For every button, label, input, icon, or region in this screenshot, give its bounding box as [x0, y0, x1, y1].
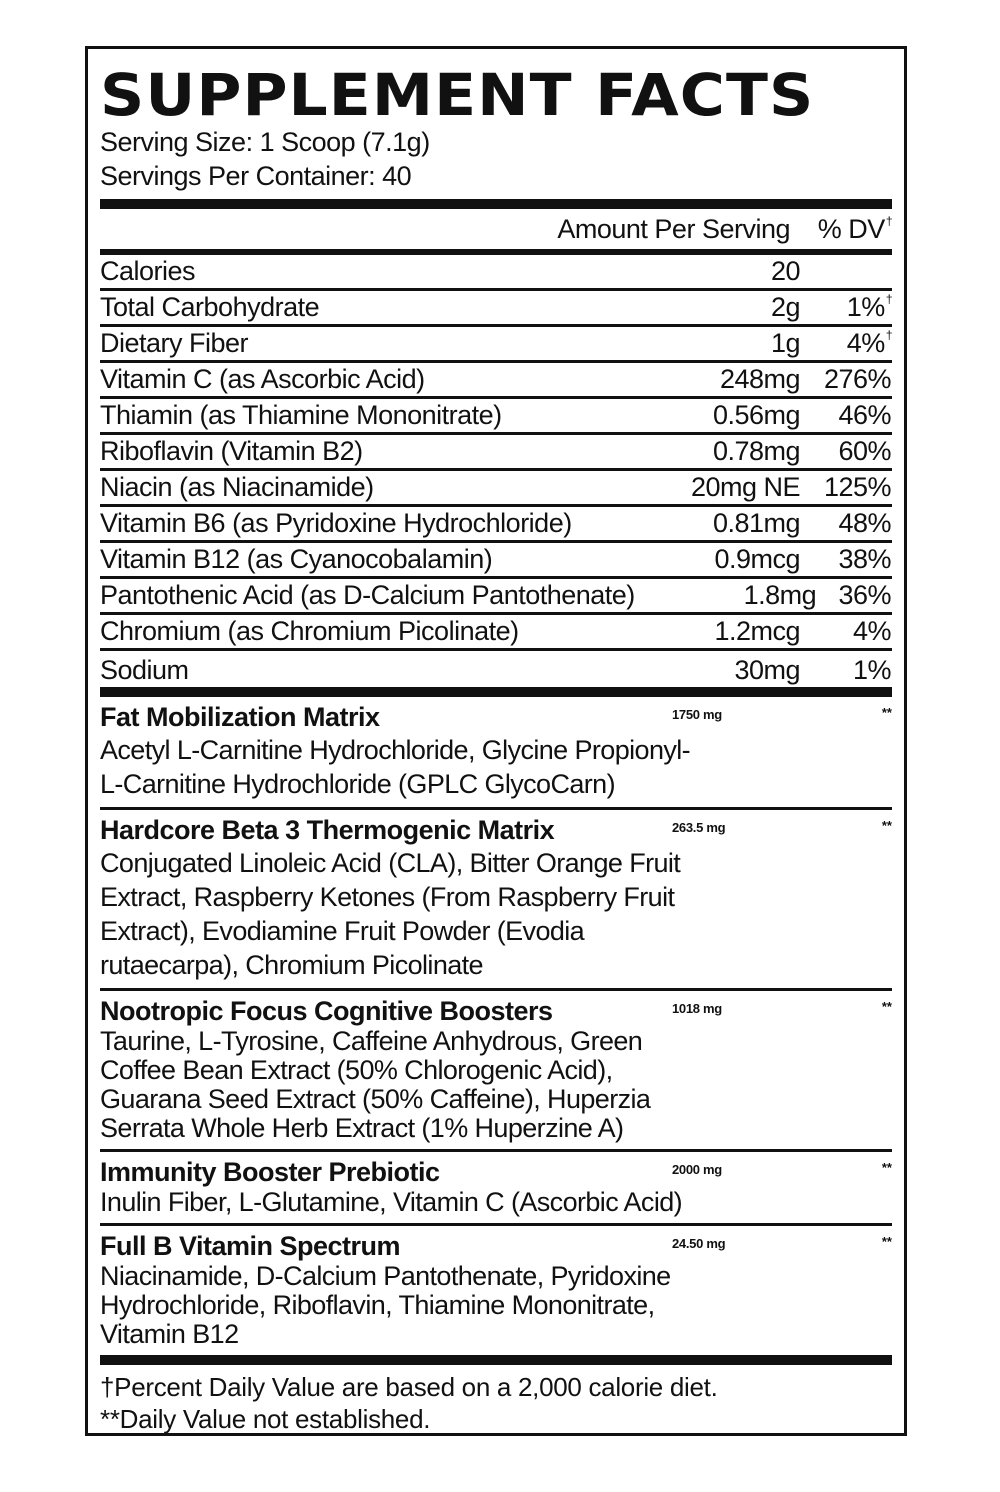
nutrient-row — [100, 255, 892, 291]
nutrient-dv-value: 38% — [838, 544, 891, 574]
blend-amount: 1750 mg — [672, 707, 722, 722]
blend-header — [100, 701, 892, 733]
nutrient-amount: 1.8mg — [743, 580, 817, 610]
nutrient-name: Riboflavin (Vitamin B2) — [100, 436, 363, 466]
nutrient-name: Thiamin (as Thiamine Mononitrate) — [100, 400, 502, 430]
nutrient-amount: 0.56mg — [712, 400, 800, 430]
thick-divider — [100, 687, 892, 697]
blend-dv: ** — [881, 818, 892, 833]
nutrient-name: Vitamin B12 (as Cyanocobalamin) — [100, 544, 493, 574]
nutrient-dv — [800, 436, 892, 467]
blend-dv: ** — [881, 999, 892, 1014]
nutrient-dv-value: 276% — [823, 364, 891, 394]
nutrient-dv-mark: † — [885, 328, 892, 342]
nutrient-dv — [800, 292, 892, 323]
nutrient-dv-value: 4% — [852, 616, 891, 646]
dv-footnote: †Percent Daily Value are based on a 2,000 calorie diet. — [100, 1372, 718, 1402]
blend-section — [100, 697, 892, 810]
blend-amount: 263.5 mg — [672, 820, 726, 835]
nutrient-row — [100, 327, 892, 363]
blend-name: Immunity Booster Prebiotic — [100, 1157, 440, 1187]
supplement-facts-panel — [85, 46, 907, 1436]
blend-name: Fat Mobilization Matrix — [100, 702, 380, 732]
thick-divider — [100, 199, 892, 209]
nutrient-amount: 20mg NE — [690, 472, 800, 502]
nutrient-dv-value: 125% — [823, 472, 891, 502]
dv-header — [804, 214, 892, 245]
blend-section — [100, 1226, 892, 1355]
nutrient-dv-value: 60% — [838, 436, 891, 466]
nutrient-amount: 1.2mcg — [714, 616, 800, 646]
dv-header-label: % DV — [817, 213, 885, 244]
panel-title: SUPPLEMENT FACTS — [100, 61, 815, 129]
nutrient-name: Niacin (as Niacinamide) — [100, 472, 374, 502]
blend-dv: ** — [881, 1160, 892, 1175]
blend-amount: 1018 mg — [672, 1001, 722, 1016]
blend-name: Hardcore Beta 3 Thermogenic Matrix — [100, 815, 555, 845]
nutrient-dv-value: 46% — [838, 400, 891, 430]
blend-section — [100, 1152, 892, 1226]
nutrient-dv-mark: † — [885, 292, 892, 306]
nutrient-dv-value: 1% — [852, 655, 891, 685]
blend-header — [100, 1230, 892, 1262]
nutrient-dv-value: 36% — [838, 580, 891, 610]
blend-header — [100, 995, 892, 1027]
nutrient-dv — [800, 256, 892, 287]
nutrient-row — [100, 543, 892, 579]
nutrient-name: Vitamin C (as Ascorbic Acid) — [100, 364, 425, 394]
blend-ingredients: Taurine, L-Tyrosine, Caffeine Anhydrous, Green Coffee Bean Extract (50% Chlorogenic Acid), Guarana Seed Extract (50% Caffeine), Huperzia Serrata Whole Herb Extract (1% Huperzine A) — [100, 1026, 651, 1143]
blend-list — [100, 697, 892, 1355]
amount-per-serving-header: Amount Per Serving — [557, 213, 790, 244]
column-header — [100, 209, 892, 249]
panel-content — [100, 61, 892, 1435]
nutrient-row — [100, 291, 892, 327]
nutrient-table — [100, 255, 892, 687]
blend-amount: 24.50 mg — [672, 1236, 726, 1251]
dv-dagger: † — [885, 213, 892, 228]
footnotes — [100, 1365, 892, 1435]
nutrient-amount: 30mg — [734, 655, 800, 685]
nutrient-amount: 248mg — [719, 364, 800, 394]
blend-ingredients: Inulin Fiber, L-Glutamine, Vitamin C (Ascorbic Acid) — [100, 1187, 683, 1217]
nutrient-name: Calories — [100, 256, 196, 286]
nutrient-amount: 0.9mcg — [714, 544, 800, 574]
thick-divider — [100, 1355, 892, 1365]
nutrient-amount: 0.81mg — [712, 508, 800, 538]
nutrient-dv — [800, 544, 892, 575]
nutrient-row — [100, 651, 892, 687]
blend-section — [100, 810, 892, 991]
nutrient-amount: 1g — [770, 328, 800, 358]
blend-name: Nootropic Focus Cognitive Boosters — [100, 996, 553, 1026]
nutrient-name: Pantothenic Acid (as D-Calcium Pantothenate) — [100, 580, 635, 610]
blend-dv: ** — [881, 705, 892, 720]
nutrient-row — [100, 435, 892, 471]
nutrient-dv — [800, 616, 892, 647]
nutrient-dv — [800, 328, 892, 359]
nutrient-dv — [816, 580, 892, 611]
blend-name: Full B Vitamin Spectrum — [100, 1231, 401, 1261]
nutrient-row — [100, 471, 892, 507]
nutrient-row — [100, 507, 892, 543]
nutrient-row — [100, 363, 892, 399]
nutrient-amount: 20 — [770, 256, 800, 286]
nutrient-dv — [800, 400, 892, 431]
nutrient-dv-value: 48% — [838, 508, 891, 538]
nutrient-dv — [800, 472, 892, 503]
nutrient-name: Vitamin B6 (as Pyridoxine Hydrochloride) — [100, 508, 572, 538]
nutrient-name: Dietary Fiber — [100, 328, 249, 358]
blend-ingredients: Conjugated Linoleic Acid (CLA), Bitter Orange Fruit Extract, Raspberry Ketones (From Raspberry Fruit Extract), Evodiamine Fruit Powder (Evodia rutaecarpa), Chromium Picolinate — [100, 848, 681, 980]
nutrient-amount: 2g — [770, 292, 800, 322]
blend-section — [100, 991, 892, 1152]
blend-ingredients: Acetyl L-Carnitine Hydrochloride, Glycine Propionyl-L-Carnitine Hydrochloride (GPLC GlycoCarn) — [100, 735, 691, 799]
nutrient-row — [100, 615, 892, 651]
servings-per-container: Servings Per Container: 40 — [100, 161, 412, 191]
nutrient-row — [100, 399, 892, 435]
nutrient-name: Chromium (as Chromium Picolinate) — [100, 616, 519, 646]
nutrient-dv-value: 4% — [846, 328, 885, 358]
serving-size: Serving Size: 1 Scoop (7.1g) — [100, 127, 430, 157]
nutrient-row — [100, 579, 892, 615]
nutrient-name: Total Carbohydrate — [100, 292, 320, 322]
blend-header — [100, 814, 892, 846]
nutrient-dv — [800, 508, 892, 539]
not-established-footnote: **Daily Value not established. — [100, 1404, 431, 1434]
blend-dv: ** — [881, 1234, 892, 1249]
nutrient-dv — [800, 655, 892, 686]
nutrient-dv-value: 1% — [846, 292, 885, 322]
nutrient-name: Sodium — [100, 655, 189, 685]
blend-header — [100, 1156, 892, 1188]
nutrient-amount: 0.78mg — [712, 436, 800, 466]
blend-ingredients: Niacinamide, D-Calcium Pantothenate, Pyridoxine Hydrochloride, Riboflavin, Thiamine Mononitrate, Vitamin B12 — [100, 1261, 671, 1349]
nutrient-dv — [800, 364, 892, 395]
blend-amount: 2000 mg — [672, 1162, 722, 1177]
